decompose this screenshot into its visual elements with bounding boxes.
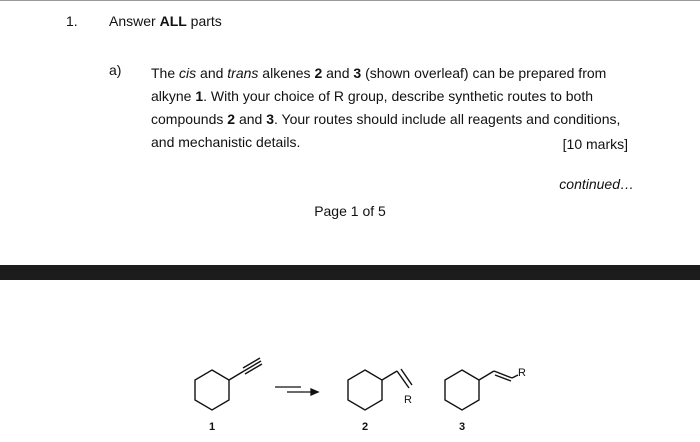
marks-allocation: [10 marks] [562,136,628,152]
r-group-label-3: R [518,367,526,379]
text-run: and [235,111,267,127]
alkyne-bond-single [229,371,244,380]
page-number [0,203,700,219]
arrow-head [311,389,318,395]
heading-bold: ALL [159,13,187,29]
compound-label-1: 1 [209,421,216,433]
question-heading [109,13,222,29]
cyclohexane-ring-1 [195,370,229,410]
compound-1-structure [195,358,262,410]
trans-double-bond-a [494,371,512,378]
text-run: alkenes [258,65,315,81]
text-run: and [322,65,354,81]
compound-ref-3: 3 [266,111,275,127]
heading-suffix: parts [186,13,222,29]
compound-ref-2: 2 [227,111,236,127]
cyclohexane-ring-2 [348,370,382,410]
compound-label-2: 2 [362,421,369,433]
compound-ref-3: 3 [353,65,362,81]
question-number: 1. [66,13,78,29]
text-run: . Your routes should include all reagents and conditions, and mechanistic details. [151,111,621,150]
text-run: and [196,65,228,81]
compound-label-3: 3 [459,421,466,433]
heading-prefix: Answer [109,13,160,29]
r-group-label-2: R [404,394,412,406]
part-a-label: a) [109,62,122,78]
cyclohexane-ring-3 [445,370,479,410]
text-run: The [151,65,180,81]
page-number-text: Page 1 of 5 [314,203,386,219]
compound-ref-2: 2 [314,65,323,81]
reaction-arrow [275,387,318,395]
vinyl-bond-single [382,371,397,380]
compound-ref-1: 1 [195,88,204,104]
text-run-italic-cis: cis [179,65,197,81]
reaction-scheme [0,280,700,442]
text-run: . With your choice of R group, describe synthetic routes to both compounds [151,88,594,127]
cis-double-bond-b [401,369,412,385]
text-run: (shown overleaf) can be prepared from alkyne [151,65,607,104]
cis-double-bond-a [397,371,409,388]
compound-2-structure [348,369,412,410]
top-rule [0,0,700,1]
compound-3-structure [445,370,518,410]
continued-note: continued… [559,176,634,192]
text-run-italic-trans: trans [227,65,259,81]
page-divider [0,265,700,280]
vinyl-bond-single-3 [479,371,494,380]
trans-double-bond-b [495,375,511,381]
